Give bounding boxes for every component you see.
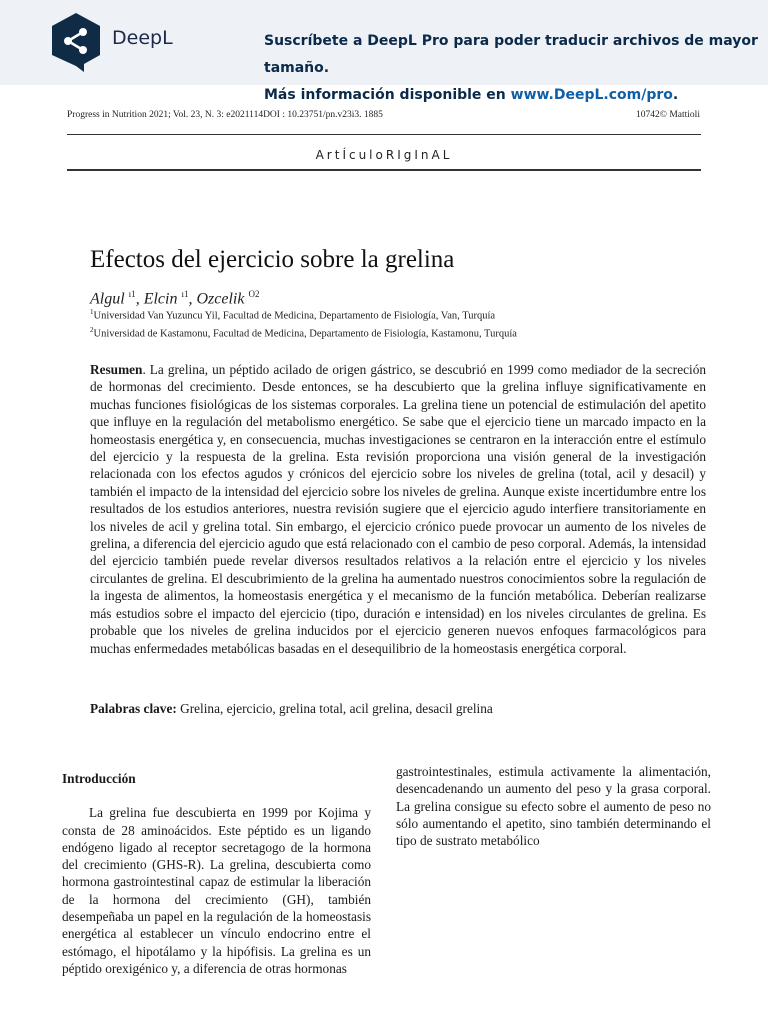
abstract-label: Resumen [90,362,143,377]
author-name: Algul [90,290,125,308]
keywords-text: Grelina, ejercicio, grelina total, acil grelina, desacil grelina [176,701,493,716]
promo-line-1: Suscríbete a DeepL Pro para poder traducir archivos de mayor tamaño. [264,33,758,76]
author-affiliation-mark: O2 [248,289,260,299]
body-paragraph: gastrointestinales, estimula activamente la alimentación, desencadenando un aumento del peso y la grasa corporal. La grelina consigue su efecto sobre el aumento de peso no sólo aumentando el apetito, sino también determinando el tipo de sustrato metabólico [396,764,711,849]
header-rule-bottom [67,169,701,171]
deepl-banner [0,0,768,103]
deepl-logo-icon[interactable] [49,11,103,73]
body-paragraph: La grelina fue descubierta en 1999 por Kojima y consta de 28 aminoácidos. Este péptido es un ligando endógeno ligado al receptor secretagogo de la hormona del crecimiento (GHS-R). La grelina, descubierta como hormona gastrointestinal capaz de estimular la liberación de la hormona del crecimiento (GH), también desempeñaba un papel en la regulación de la homeostasis energética al establecer un vínculo endocrino entre el estómago, el hipotálamo y la hipófisis. La grelina es un péptido orexigénico y, a diferencia de otras hormonas [62,805,371,976]
affiliation-2 [90,326,517,340]
keywords-label: Palabras clave: [90,701,177,716]
author-list: Algul $^{ı1}$, Elcin $^{ı1}$, Ozcelik $^{O2}$ [90,289,260,308]
affiliation-text: Universidad Van Yuzuncu Yil, Facultad de Medicina, Departamento de Fisiología, Van, Turquía [93,310,496,322]
keywords [90,701,706,717]
journal-citation: Progress in Nutrition 2021; Vol. 23, N. 3: e2021114DOI : 10.23751/pn.v23i3. 1885 [67,110,383,120]
article-type-label: ArtÍculoRIgInAL [315,148,453,162]
deepl-logo-text[interactable]: DeepL [112,27,173,49]
section-heading: Introducción [62,771,136,786]
author-affiliation-mark: ı1 [128,289,136,299]
promo-line-2-prefix: Más información disponible en [264,87,511,103]
paper-title: Efectos del ejercicio sobre la grelina [90,246,455,273]
promo-message [264,28,764,109]
promo-line-2 [264,82,764,109]
affiliation-text: Universidad de Kastamonu, Facultad de Medicina, Departamento de Fisiología, Kastamonu, Turquía [93,328,517,340]
author-affiliation-mark: ı1 [181,289,189,299]
abstract-text: . La grelina, un péptido acilado de origen gástrico, se descubrió en 1999 como mediador de la secreción de hormonas del crecimiento. Desde entonces, se ha descubierto que la grelina influye significativamente en muchas funciones fisiológicas de los sistemas corporales. La grelina tiene un potencial de estimulación del apetito que influye en la regulación del metabolismo energético. Se sabe que el ejercicio tiene un marcado impacto en la homeostasis energética y, en consecuencia, muchas investigaciones se centraron en la interacción entre el estímulo del ejercicio y la respuesta de la grelina. Esta revisión proporciona una visión general de la investigación relacionada con los efectos agudos y crónicos del ejercicio sobre los niveles de grelina (total, acil y desacil) y también el impacto de la intensidad del ejercicio sobre los niveles de grelina. Aunque existe incertidumbre entre los resultados de los estudios anteriores, nuestra revisión sugiere que el ejercicio agudo interfiere transitoriamente en los niveles de acil y grelina total. Sin embargo, el ejercicio crónico puede provocar un aumento de los niveles de grelina, a diferencia del ejercicio agudo que está relacionado con el cambio de peso corporal. Además, la intensidad del ejercicio también puede revelar diversos resultados relativos a la relación entre el ejercicio y los niveles circulantes de grelina. El descubrimiento de la grelina ha aumentado nuestros conocimientos sobre la regulación de la ingesta de alimentos, la homeostasis energética y el mecanismo de la función metabólica. Deberían realizarse más estudios sobre el impacto del ejercicio (tipo, duración e intensidad) en los niveles circulantes de grelina. Es probable que los niveles de grelina inducidos por el ejercicio generen nuevos enfoques farmacológicos para muchas enfermedades metabólicas basadas en el desequilibrio de la homeostasis energética corporal. [90,362,706,656]
page-copyright: 10742© Mattioli [636,110,700,120]
affiliation-number: 2 [90,326,94,334]
header-rule-top [67,134,701,135]
promo-line-2-suffix: . [672,87,679,103]
body-column-right [396,763,711,849]
author-name: Elcin [143,290,178,308]
abstract [90,361,706,657]
author-name: Ozcelik [196,290,245,308]
body-column-left [62,770,371,977]
affiliation-number: 1 [90,308,94,316]
deepl-pro-link[interactable]: www.DeepL.com/pro [510,87,673,103]
affiliation-1 [90,308,495,322]
